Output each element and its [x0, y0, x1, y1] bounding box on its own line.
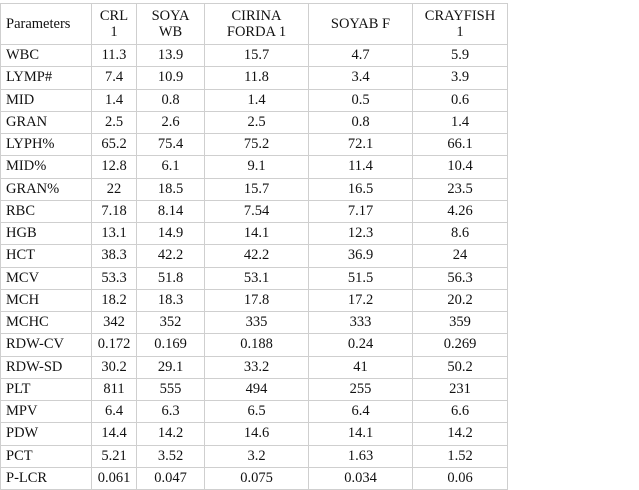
value-cell: 12.8 — [92, 156, 137, 178]
table-row — [1, 356, 508, 378]
parameter-name-cell: PDW — [1, 423, 92, 445]
parameter-name-cell: RDW-SD — [1, 356, 92, 378]
value-cell: 3.4 — [309, 67, 413, 89]
value-cell: 494 — [205, 378, 309, 400]
value-cell: 7.54 — [205, 200, 309, 222]
column-header-crl-1: CRL 1 — [92, 4, 137, 45]
value-cell: 0.5 — [309, 89, 413, 111]
value-cell: 1.4 — [413, 111, 508, 133]
value-cell: 0.24 — [309, 334, 413, 356]
parameter-name-cell: GRAN% — [1, 178, 92, 200]
value-cell: 3.2 — [205, 445, 309, 467]
value-cell: 0.06 — [413, 467, 508, 489]
value-cell: 6.6 — [413, 401, 508, 423]
value-cell: 12.3 — [309, 223, 413, 245]
parameter-name-cell: MPV — [1, 401, 92, 423]
value-cell: 29.1 — [137, 356, 205, 378]
value-cell: 0.269 — [413, 334, 508, 356]
parameter-name-cell: LYPH% — [1, 134, 92, 156]
value-cell: 333 — [309, 312, 413, 334]
value-cell: 66.1 — [413, 134, 508, 156]
parameter-name-cell: PLT — [1, 378, 92, 400]
value-cell: 10.4 — [413, 156, 508, 178]
parameter-name-cell: RBC — [1, 200, 92, 222]
value-cell: 0.034 — [309, 467, 413, 489]
value-cell: 51.8 — [137, 267, 205, 289]
value-cell: 17.8 — [205, 289, 309, 311]
value-cell: 41 — [309, 356, 413, 378]
table-row — [1, 89, 508, 111]
value-cell: 14.4 — [92, 423, 137, 445]
value-cell: 14.6 — [205, 423, 309, 445]
parameter-name-cell: LYMP# — [1, 67, 92, 89]
value-cell: 24 — [413, 245, 508, 267]
parameter-name-cell: MCH — [1, 289, 92, 311]
value-cell: 42.2 — [137, 245, 205, 267]
parameter-name-cell: HCT — [1, 245, 92, 267]
table-row — [1, 45, 508, 67]
value-cell: 9.1 — [205, 156, 309, 178]
value-cell: 7.4 — [92, 67, 137, 89]
value-cell: 75.4 — [137, 134, 205, 156]
value-cell: 335 — [205, 312, 309, 334]
value-cell: 8.14 — [137, 200, 205, 222]
value-cell: 56.3 — [413, 267, 508, 289]
value-cell: 0.172 — [92, 334, 137, 356]
column-header-soya-wb: SOYA WB — [137, 4, 205, 45]
value-cell: 18.2 — [92, 289, 137, 311]
value-cell: 5.21 — [92, 445, 137, 467]
value-cell: 8.6 — [413, 223, 508, 245]
value-cell: 2.5 — [92, 111, 137, 133]
table-row — [1, 267, 508, 289]
value-cell: 0.075 — [205, 467, 309, 489]
table-row — [1, 134, 508, 156]
parameter-name-cell: GRAN — [1, 111, 92, 133]
value-cell: 14.2 — [137, 423, 205, 445]
value-cell: 2.5 — [205, 111, 309, 133]
value-cell: 0.188 — [205, 334, 309, 356]
value-cell: 53.3 — [92, 267, 137, 289]
header-row — [1, 4, 508, 45]
value-cell: 7.17 — [309, 200, 413, 222]
value-cell: 0.8 — [137, 89, 205, 111]
parameter-name-cell: PCT — [1, 445, 92, 467]
table-row — [1, 245, 508, 267]
value-cell: 4.26 — [413, 200, 508, 222]
value-cell: 14.1 — [205, 223, 309, 245]
table-row — [1, 289, 508, 311]
value-cell: 1.63 — [309, 445, 413, 467]
value-cell: 36.9 — [309, 245, 413, 267]
value-cell: 1.4 — [205, 89, 309, 111]
parameter-name-cell: WBC — [1, 45, 92, 67]
value-cell: 1.52 — [413, 445, 508, 467]
value-cell: 33.2 — [205, 356, 309, 378]
value-cell: 6.4 — [92, 401, 137, 423]
value-cell: 11.4 — [309, 156, 413, 178]
table-row — [1, 334, 508, 356]
value-cell: 23.5 — [413, 178, 508, 200]
parameter-name-cell: HGB — [1, 223, 92, 245]
table-row — [1, 111, 508, 133]
table-header — [1, 4, 508, 45]
value-cell: 359 — [413, 312, 508, 334]
value-cell: 15.7 — [205, 45, 309, 67]
value-cell: 342 — [92, 312, 137, 334]
table-row — [1, 200, 508, 222]
value-cell: 18.3 — [137, 289, 205, 311]
blood-parameters-table — [0, 3, 508, 490]
value-cell: 15.7 — [205, 178, 309, 200]
value-cell: 0.6 — [413, 89, 508, 111]
value-cell: 50.2 — [413, 356, 508, 378]
table-row — [1, 401, 508, 423]
value-cell: 14.9 — [137, 223, 205, 245]
value-cell: 38.3 — [92, 245, 137, 267]
value-cell: 6.4 — [309, 401, 413, 423]
table-row — [1, 178, 508, 200]
value-cell: 53.1 — [205, 267, 309, 289]
value-cell: 13.9 — [137, 45, 205, 67]
value-cell: 11.3 — [92, 45, 137, 67]
value-cell: 555 — [137, 378, 205, 400]
table-row — [1, 67, 508, 89]
table-row — [1, 445, 508, 467]
parameter-name-cell: MCV — [1, 267, 92, 289]
parameter-name-cell: MID% — [1, 156, 92, 178]
value-cell: 4.7 — [309, 45, 413, 67]
value-cell: 5.9 — [413, 45, 508, 67]
table-row — [1, 156, 508, 178]
table-row — [1, 378, 508, 400]
parameter-name-cell: MCHC — [1, 312, 92, 334]
table-right-border — [507, 3, 508, 469]
value-cell: 11.8 — [205, 67, 309, 89]
value-cell: 231 — [413, 378, 508, 400]
value-cell: 6.3 — [137, 401, 205, 423]
value-cell: 20.2 — [413, 289, 508, 311]
value-cell: 811 — [92, 378, 137, 400]
value-cell: 352 — [137, 312, 205, 334]
value-cell: 3.9 — [413, 67, 508, 89]
parameter-name-cell: RDW-CV — [1, 334, 92, 356]
value-cell: 2.6 — [137, 111, 205, 133]
value-cell: 14.1 — [309, 423, 413, 445]
value-cell: 75.2 — [205, 134, 309, 156]
parameter-name-cell: MID — [1, 89, 92, 111]
value-cell: 10.9 — [137, 67, 205, 89]
table-row — [1, 312, 508, 334]
value-cell: 0.047 — [137, 467, 205, 489]
value-cell: 3.52 — [137, 445, 205, 467]
value-cell: 6.5 — [205, 401, 309, 423]
parameter-name-cell: P-LCR — [1, 467, 92, 489]
table-row — [1, 223, 508, 245]
value-cell: 51.5 — [309, 267, 413, 289]
value-cell: 1.4 — [92, 89, 137, 111]
value-cell: 42.2 — [205, 245, 309, 267]
value-cell: 16.5 — [309, 178, 413, 200]
value-cell: 255 — [309, 378, 413, 400]
value-cell: 14.2 — [413, 423, 508, 445]
table-row — [1, 423, 508, 445]
blood-parameters-table-container — [0, 3, 507, 490]
value-cell: 30.2 — [92, 356, 137, 378]
table-row — [1, 467, 508, 489]
column-header-cirina-forda-1: CIRINA FORDA 1 — [205, 4, 309, 45]
value-cell: 13.1 — [92, 223, 137, 245]
value-cell: 0.061 — [92, 467, 137, 489]
value-cell: 65.2 — [92, 134, 137, 156]
column-header-soyab-f: SOYAB F — [309, 4, 413, 45]
column-header-crayfish-1: CRAYFISH 1 — [413, 4, 508, 45]
value-cell: 18.5 — [137, 178, 205, 200]
value-cell: 0.169 — [137, 334, 205, 356]
value-cell: 6.1 — [137, 156, 205, 178]
value-cell: 0.8 — [309, 111, 413, 133]
value-cell: 17.2 — [309, 289, 413, 311]
value-cell: 7.18 — [92, 200, 137, 222]
table-body — [1, 45, 508, 490]
value-cell: 72.1 — [309, 134, 413, 156]
value-cell: 22 — [92, 178, 137, 200]
column-header-parameters: Parameters — [1, 4, 92, 45]
